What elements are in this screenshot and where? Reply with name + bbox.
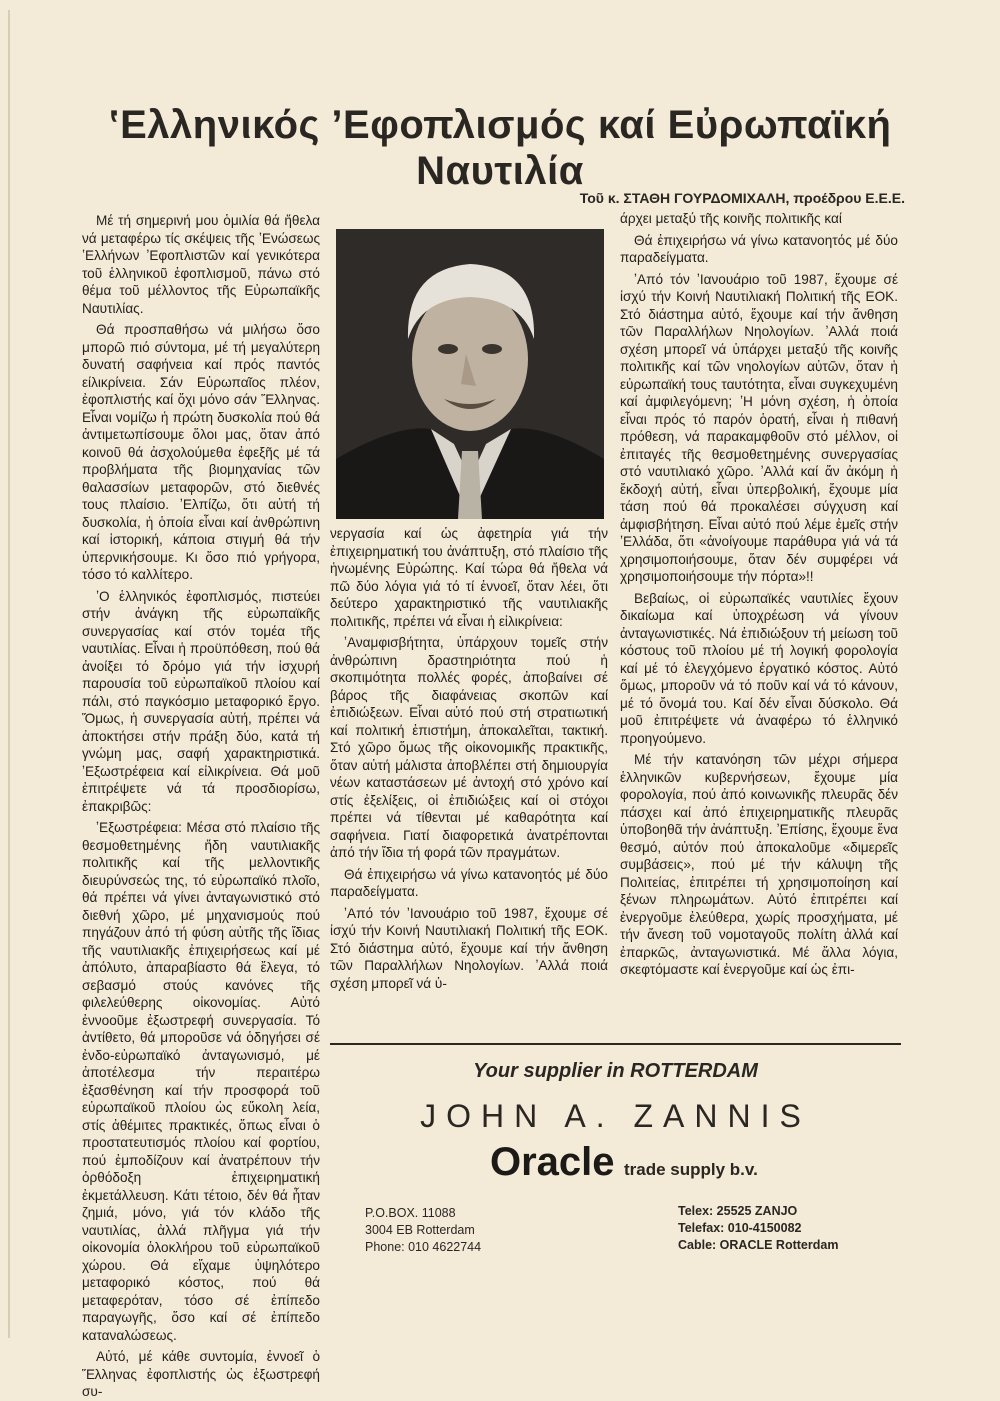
article-title: ʽΕλληνικός ʼΕφοπλισμός καί Εὐρωπαϊκή Ναυτιλία [108,102,892,193]
author-portrait [336,229,604,519]
ad-city: 3004 EB Rotterdam [365,1223,475,1237]
paragraph: νεργασία καί ὡς ἀφετηρία γιά τήν ἐπιχειρηματική του ἀνάπτυξη, στό πλαίσιο τῆς ἡνωμένης Εὐρώπης. Καί τώρα θά ἤθελα νά πῶ δύο λόγια γιά τό τί ἐννοεῖ, ὅταν λέει, ὅτι δεύτερο χαρακτηριστικό τῆς ναυτιλιακῆς πολιτικῆς, πρέπει νά εἶναι ἡ εἰλικρίνεια: [330,526,608,629]
ad-company-name: JOHN A. ZANNIS [420,1098,811,1134]
paragraph: άρχει μεταξύ τῆς κοινῆς πολιτικῆς καί [620,211,842,226]
ad-phone: Phone: 010 4622744 [365,1240,482,1254]
ad-telefax: Telefax: 010-4150082 [678,1221,802,1235]
paragraph: Βεβαίως, οἱ εὐρωπαϊκές ναυτιλίες ἔχουν δικαίωμα καί ὑποχρέωση νά γίνουν ἀνταγωνιστικές. Νά ἐπιδιώξουν τή μείωση τοῦ κόστους τοῦ πλοίου μέ τή λογική φορολογία καί μέ τό ἐλεγχόμενο ἐργατικό κόστος. Αὐτό ὅμως, μποροῦν νά τό ποῦν καί νά τό κάνουν, μέ τό ὄνομά του. Καί δέν εἶναι δύσκολο. Θά μοῦ ἐπιτρέψετε νά ἀναφέρω τό ἑλληνικό προηγούμενο. [620,590,898,746]
paragraph: Θά προσπαθήσω νά μιλήσω ὅσο μπορῶ πιό σύντομα, μέ τή μεγαλύτερη δυνατή σαφήνεια καί πρός παντός είλικρίνεια. Σάν Εὐρωπαῖος πλέον, ἐφοπλιστής καί ὄχι μόνο σάν Ἕλληνας. Εἶναι νομίζω ἡ πρώτη δυσκολία πού θά ἀντιμετωπίσουμε ὅλοι μας, ὅταν ἀπό κοινοῦ θά ἀσχολούμεθα ἐφεξῆς μέ τά προβλήματα τῆς βιομηχανίας τῶν θαλασσίων μεταφορῶν, στό διεθνές τους πλαίσιο. ʼΕλπίζω, ὅτι αὐτή τή δυσκολία, ἡ ὁποία εἶναι καί ἀνθρώπινη καί ἱστορική, κάποια στιγμή θά τήν ὑπερνικήσουμε. Κι ὅσο πιό γρήγορα, τόσο τό καλλίτερο. [82,322,320,582]
article-byline: Τοῦ κ. ΣΤΑΘΗ ΓΟΥΡΔΟΜΙΧΑΛΗ, προέδρου Ε.Ε.Ε. [579,190,905,206]
ad-telex: Telex: 25525 ZANJO [678,1204,798,1218]
paragraph: ʼΑπό τόν ʼΙανουάριο τοῦ 1987, ἔχουμε σέ ἰσχύ τήν Κοινή Ναυτιλιακή Πολιτική τῆς ΕΟΚ. Στό διάστημα αὐτό, ἔχουμε καί τήν ἄνθηση τῶν Παραλλήλων Νηολογίων. ʼΑλλά ποιά σχέση μπορεῖ νά ὑπάρχει μεταξύ τῆς κοινῆς πολιτικῆς καί τῶν νηολογίων αὐτῶν, ὅταν ἡ εὐρωπαϊκή τους ταυτότητα, εἶναι συγκεχυμένη καί ἀμφιλεγόμενη; ʽΗ μόνη σχέση, ἡ ὁποία εἶναι πρός τό παρόν ὁρατή, εἶναι ἡ πιθανή πρόθεση, νά παρακαμφθοῦν στό μέλλον, οἱ ἐπιταγές τῆς θεσμοθετημένης συνεργασίας στό ναυτιλιακό χῶρο. ʼΑλλά καί ἄν ἀκόμη ἡ ἔκδοχή αὐτή, εἶναι ὑπερβολική, ἔχουμε μία τάση πού θά προκαλέσει σύγχυση καί ἀμφισβήτηση. Εἶναι αὐτό πού λέμε ἐμεῖς στήν ʽΕλλάδα, ὅτι «ἀνοίγουμε παράθυρα γιά νά τά χρησιμοποιήσουμε, ὅταν δέν συμφέρει νά χρησιμοποιήσουμε τήν πόρτα»!! [620,271,898,584]
paragraph: Θά ἐπιχειρήσω νά γίνω κατανοητός μέ δύο παραδείγματα. [620,232,898,265]
paragraph: ʼΕξωστρέφεια: Μέσα στό πλαίσιο τῆς θεσμοθετημένης ἤδη ναυτιλιακῆς πολιτικῆς καί τῆς μελλοντικῆς διευρύνσεώς της, τό εὐρωπαϊκό πλοῖο, θά πρέπει νά γίνει ἀνταγωνιστικό στό διεθνή χῶρο, μέ μηχανισμούς πού πηγάζουν ἀπό τή φύση αὐτῆς τῆς ἴδιας τῆς ναυτιλιακῆς ἐπιχειρήσεως καί μέ ἀπόλυτο, ἀπαραβίαστο θά ἔλεγα, τό σεβασμό στούς κανόνες τῆς φιλελεύθερης οἰκονομίας. Αὐτό ἐννοοῦμε ἐξωστρεφή συνεργασία. Τό ἀντίθετο, θά μποροῦσε νά ὁδηγήσει σέ ἐνδο-εὐρωπαϊκό ἀνταγωνισμό, μέ ἀποτέλεσμα τήν περαιτέρω ἐξασθένηση καί τήν προσφορά τοῦ εὐρωπαϊκοῦ πλοίου ὡς εὔκολη λεία, στίς ἀθέμιτες πρακτικές, ὅπως εἶναι ὁ προστατευτισμός πλοίου καί φορτίου, πού ἐμποδίζουν καί ἀνατρέπουν τήν ὀρθόδοξη ἐπιχειρηματική ἐκμετάλλευση. Κάτι τέτοιο, δέν θά ἦταν ζημιά, μόνο, γιά τόν κλάδο τῆς ναυτιλίας, ἀλλά πλῆγμα γιά τήν οἰκονομία ὁλοκλήρου τοῦ εὐρωπαϊκοῦ χώρου. Θά εἴχαμε ὑψηλότερο μεταφορικό κόστος, πού θά μεταφερόταν, τόσο σέ ἐπίπεδο παραγωγῆς, ὅσο καί σέ ἐπίπεδο καταναλώσεως. [82,820,320,1343]
ad-brand-sub: trade supply b.v. [624,1160,758,1179]
paragraph: Θά ἐπιχειρήσω νά γίνω κατανοητός μέ δύο παραδείγματα. [330,866,608,899]
column-3 [620,210,898,1032]
advertisement [330,1043,901,1260]
paragraph: Μέ τή σημερινή μου ὁμιλία θά ἤθελα νά μεταφέρω τίς σκέψεις τῆς ʽΕνώσεως ʽΕλλήνων ʼΕφοπλιστῶν καί γενικότερα τοῦ ἑλληνικοῦ ἐφοπλισμοῦ, πάνω στό θέμα τοῦ μέλλοντος τῆς Εὐρωπαϊκῆς Ναυτιλίας. [82,213,320,316]
column-1 [82,212,320,1399]
ad-brand: Oracle [490,1140,615,1184]
ad-address [365,1205,481,1256]
paragraph: ʽΟ ἑλληνικός ἐφοπλισμός, πιστεύει στήν ἀνάγκη τῆς εὐρωπαϊκῆς συνεργασίας καί στόν τομέα τῆς ναυτιλίας. Εἶναι ἡ προϋπόθεση, πού θά ἀνοίξει τό δρόμο γιά τήν ἰσχυρή παρουσία τοῦ εὐρωπαϊκοῦ πλοίου καί πάλι, στό παγκόσμιο μεταφορικό ἔργο. Ὅμως, ἡ συνεργασία αὐτή, πρέπει νά ἀποκτήσει στήν πράξη δύο, κατά τή γνώμη μας, σαφή χαρακτηριστικά. ʼΕξωστρέφεια καί εἰλικρίνεια. Θά μοῦ ἐπιτρέψετε νά τά προσδιορίσω, ἐπακριβῶς: [82,588,320,814]
ad-tagline: Your supplier in ROTTERDAM [473,1060,758,1082]
paragraph: ʼΑπό τόν ʼΙανουάριο τοῦ 1987, ἔχουμε σέ ἰσχύ τήν Κοινή Ναυτιλιακή Πολιτική τῆς ΕΟΚ. Στό διάστημα αὐτό, ἔχουμε καί τήν ἄνθηση τῶν Παραλλήλων Νηολογίων. ʼΑλλά ποιά σχέση μπορεῖ νά ὑ- [330,905,608,991]
ad-pobox: P.O.BOX. 11088 [365,1206,456,1220]
paragraph: Αὐτό, μέ κάθε συντομία, ἐννοεῖ ὁ Ἕλληνας ἐφοπλιστής ὡς ἐξωστρεφή συ- [82,1349,320,1399]
portrait-icon [336,229,604,519]
ad-cable: Cable: ORACLE Rotterdam [678,1238,839,1252]
paragraph: ʼΑναμφισβήτητα, ὑπάρχουν τομεῖς στήν ἀνθρώπινη δραστηριότητα πού ἡ σκοπιμότητα πολλές φορές, ἀποβαίνει σέ βάρος τῆς διαφάνειας σκοπῶν καί ἐπιδιώξεων. Εἶναι αὐτό πού στή στρατιωτική καί πολιτική ἐπιστήμη, ἀποκαλεῖται, τακτική. Στό χῶρο ὅμως τῆς οἰκονομικῆς πρακτικῆς, ὅταν αὐτή μάλιστα ἀποβλέπει στή δημιουργία νέων καταστάσεων μέ ἀντοχή στό χρόνο καί στίς ἐξελίξεις, οἱ ἐπιδιώξεις καί οἱ στόχοι πρέπει νά τίθενται μέ καθαρότητα καί σαφήνεια. Γιατί διαφορετικά ἀνατρέπονται ἀπό τήν ἴδια τή φορά τῶν πραγμάτων. [330,635,608,860]
column-2 [330,525,608,991]
ad-contacts [678,1203,838,1254]
paragraph: Μέ τήν κατανόηση τῶν μέχρι σήμερα ἑλληνικῶν κυβερνήσεων, ἔχουμε μία φορολογία, πού ἀπό κοινωνικῆς πλευρᾶς δέν πάσχει καί ἀπό ἐπιχειρηματικῆς πλευρᾶς ὑποβοηθᾶ τήν ἀνάπτυξη. ʼΕπίσης, ἔχουμε ἕνα θεσμό, αὐτόν πού ἀποκαλοῦμε «διμερεῖς συμβάσεις», πού μέ τήν κάλυψη τῆς Πολιτείας, ἐπιτρέπει τή χρησιμοποίηση καί ξένων πληρωμάτων. Αὐτό ἐπιτρέπει καί ἐνεργοῦμε ἐλεύθερα, χωρίς προσχήματα, μέ τήν ἄνεση τοῦ νομοταγοῦς πολίτη ἀλλά καί ἐπαρκῶς, ἀνταγωνιστικά. Μέ ἄλλα λόγια, σκεφτόμαστε καί ἐνεργοῦμε καί ὡς ἐπι- [620,752,898,977]
